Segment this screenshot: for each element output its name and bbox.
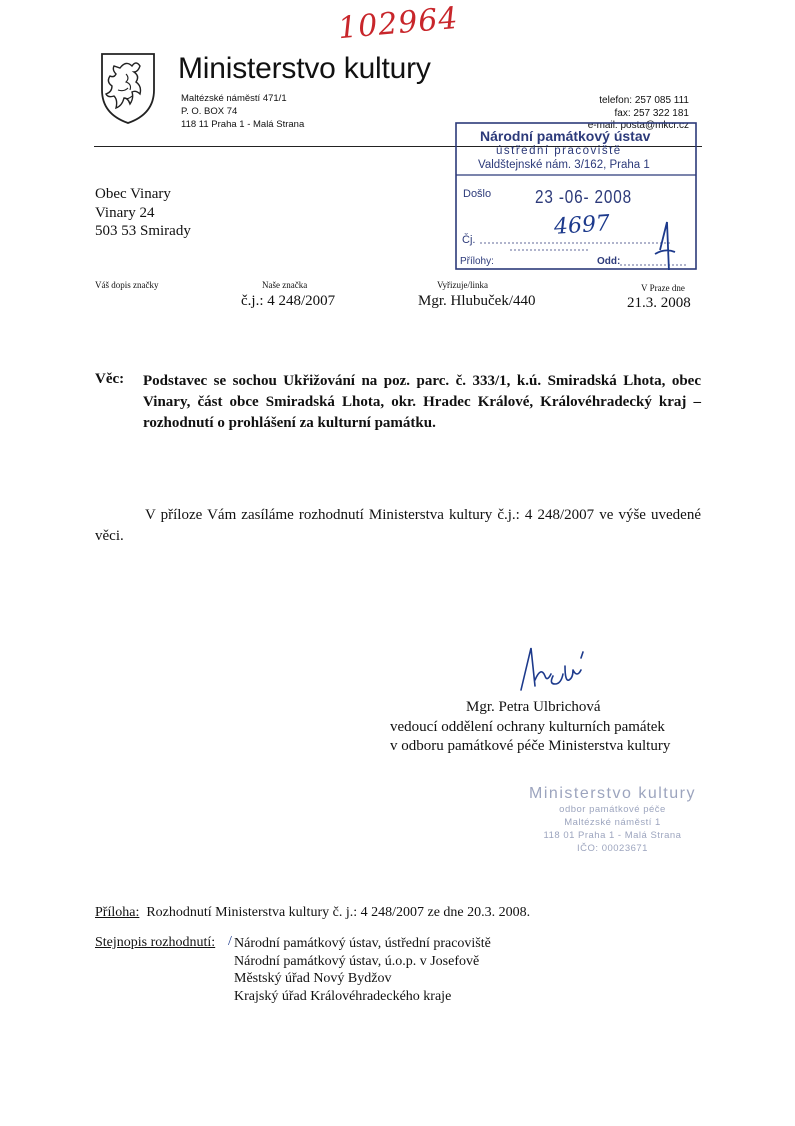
- letter-body: V příloze Vám zasíláme rozhodnutí Ministerstva kultury č.j.: 4 248/2007 ve výše uvedené věci.: [95, 507, 701, 544]
- recipient-address: [95, 185, 191, 241]
- stamp-handwritten-reference: 4697: [553, 211, 611, 240]
- office-stamp-title: Ministerstvo kultury: [529, 785, 696, 802]
- stamp-address: Valdštejnské nám. 3/162, Praha 1: [478, 159, 650, 171]
- list-item: Krajský úřad Královéhradeckého kraje: [234, 988, 452, 1004]
- fax: fax: 257 322 181: [614, 107, 689, 119]
- copies-label: Stejnopis rozhodnutí:: [95, 935, 216, 950]
- recipient-line: Vinary 24: [95, 204, 155, 221]
- handwritten-reference-number: 102964: [336, 0, 460, 47]
- signer-role: vedoucí oddělení ochrany kulturních památek: [390, 718, 665, 735]
- stamp-attachments-label: Přílohy:: [460, 256, 494, 267]
- copies-list: [234, 935, 491, 1005]
- attachment-label: Příloha:: [95, 905, 140, 920]
- stamp-received-label: Došlo: [463, 188, 492, 200]
- stamp-reference-label: Čj.: [462, 234, 476, 246]
- office-stamp-line: Maltézské náměstí 1: [564, 817, 661, 828]
- attachment-text: Rozhodnutí Ministerstva kultury č. j.: 4 248/2007 ze dne 20.3. 2008.: [146, 905, 531, 920]
- office-stamp-line: IČO: 00023671: [577, 843, 648, 854]
- czech-lion-coat-of-arms-icon: [96, 50, 160, 126]
- subject-text: Podstavec se sochou Ukřižování na poz. parc. č. 333/1, k.ú. Smiradská Lhota, obec Vinary, část obce Smiradská Lhota, okr. Hradec Králové, Královéhradecký kraj – rozhodnutí o prohlášení za kulturní památku.: [143, 373, 701, 431]
- office-stamp: [520, 785, 705, 855]
- signer-department: v odboru památkové péče Ministerstva kultury: [390, 738, 671, 754]
- handled-by-label: Vyřizuje/linka: [437, 280, 488, 290]
- ministry-address: [181, 92, 304, 131]
- office-stamp-line: 118 01 Praha 1 - Malá Strana: [543, 830, 682, 841]
- stamp-received-date: 23 -06- 2008: [535, 187, 632, 207]
- office-stamp-line: odbor památkové péče: [559, 804, 666, 815]
- check-mark-icon: /: [228, 934, 232, 949]
- list-item: Národní památkový ústav, ústřední pracoviště: [234, 936, 491, 951]
- attachment-line: [95, 905, 530, 921]
- subject-label: Věc:: [95, 371, 125, 387]
- list-item: Národní památkový ústav, ú.o.p. v Josefově: [234, 953, 480, 969]
- our-ref-label: Naše značka: [262, 280, 308, 290]
- stamp-institution-name: Národní památkový ústav: [480, 128, 651, 144]
- signer-block: [390, 698, 690, 757]
- our-ref-value: č.j.: 4 248/2007: [241, 293, 336, 309]
- address-line: 118 11 Praha 1 - Malá Strana: [181, 119, 305, 130]
- stamp-subtitle: ústřední pracoviště: [496, 145, 622, 157]
- signer-name: Mgr. Petra Ulbrichová: [466, 699, 601, 715]
- date-label: V Praze dne: [641, 283, 685, 293]
- address-line: P. O. BOX 74: [181, 106, 238, 117]
- date-value: 21.3. 2008: [627, 295, 691, 311]
- recipient-line: 503 53 Smirady: [95, 223, 191, 239]
- list-item: Městský úřad Nový Bydžov: [234, 971, 392, 986]
- email: e-mail: posta@mkcr.cz: [587, 120, 689, 131]
- ministry-title: Ministerstvo kultury: [178, 52, 431, 85]
- handwritten-signature: [515, 640, 595, 700]
- handled-by-value: Mgr. Hlubuček/440: [418, 293, 536, 309]
- phone: telefon: 257 085 111: [599, 95, 689, 106]
- address-line: Maltézské náměstí 471/1: [181, 93, 287, 104]
- your-letter-label: Váš dopis značky: [95, 280, 159, 290]
- stamp-department-label: Odd:: [597, 256, 621, 267]
- recipient-line: Obec Vinary: [95, 186, 171, 202]
